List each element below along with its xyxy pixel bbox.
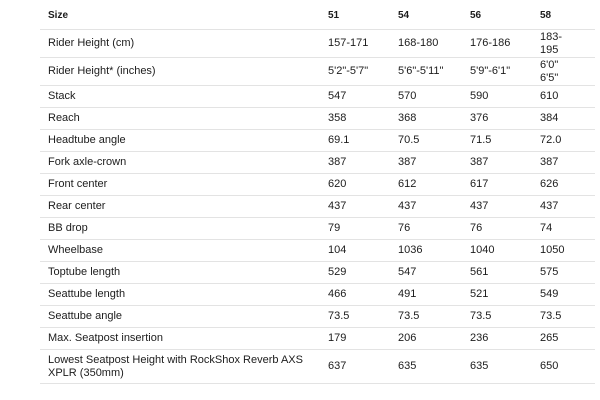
row-value-size-58: 74 bbox=[540, 222, 553, 234]
row-value-size-58: 1050 bbox=[540, 244, 565, 256]
row-value-size-54: 70.5 bbox=[398, 134, 420, 146]
row-label: Lowest Seatpost Height with RockShox Reverb AXS XPLR (350mm) bbox=[48, 353, 303, 379]
table-row bbox=[40, 306, 595, 328]
row-label: Fork axle-crown bbox=[48, 156, 127, 168]
row-value-size-58: 72.0 bbox=[540, 134, 562, 146]
column-header-size: Size bbox=[48, 10, 69, 21]
table-body bbox=[40, 30, 595, 384]
row-label: BB drop bbox=[48, 222, 88, 234]
row-value-size-51: 529 bbox=[328, 266, 347, 278]
table-row bbox=[40, 240, 595, 262]
table-row bbox=[40, 58, 595, 86]
row-label: Max. Seatpost insertion bbox=[48, 332, 163, 344]
row-value-size-51: 466 bbox=[328, 288, 347, 300]
row-value-size-58: 437 bbox=[540, 200, 559, 212]
row-value-size-51: 387 bbox=[328, 156, 347, 168]
row-value-size-51: 437 bbox=[328, 200, 347, 212]
row-value-size-54: 73.5 bbox=[398, 310, 420, 322]
table-row bbox=[40, 328, 595, 350]
row-value-size-54: 206 bbox=[398, 332, 417, 344]
row-value-size-54: 168-180 bbox=[398, 37, 439, 49]
row-label: Toptube length bbox=[48, 266, 121, 278]
table-row bbox=[40, 218, 595, 240]
table-header-row bbox=[40, 2, 595, 30]
row-value-size-54: 612 bbox=[398, 178, 417, 190]
row-value-size-51: 157-171 bbox=[328, 37, 369, 49]
row-label: Seattube length bbox=[48, 288, 126, 300]
row-value-size-51: 620 bbox=[328, 178, 347, 190]
row-value-size-54: 437 bbox=[398, 200, 417, 212]
column-header-51: 51 bbox=[328, 10, 340, 21]
row-value-size-56: 1040 bbox=[470, 244, 495, 256]
row-value-size-58: 265 bbox=[540, 332, 559, 344]
row-value-size-54: 76 bbox=[398, 222, 411, 234]
row-label: Stack bbox=[48, 90, 76, 102]
row-value-size-58: 73.5 bbox=[540, 310, 562, 322]
row-value-size-54: 387 bbox=[398, 156, 417, 168]
row-value-size-51: 358 bbox=[328, 112, 347, 124]
row-value-size-51: 104 bbox=[328, 244, 347, 256]
column-header-58: 58 bbox=[540, 10, 552, 21]
row-value-size-56: 73.5 bbox=[470, 310, 492, 322]
row-value-size-56: 387 bbox=[470, 156, 489, 168]
row-value-size-58: 384 bbox=[540, 112, 559, 124]
table-row bbox=[40, 86, 595, 108]
row-value-size-56: 76 bbox=[470, 222, 483, 234]
row-value-size-51: 5'2"-5'7" bbox=[328, 65, 369, 77]
row-value-size-56: 71.5 bbox=[470, 134, 492, 146]
row-value-size-56: 236 bbox=[470, 332, 489, 344]
row-value-size-56: 561 bbox=[470, 266, 489, 278]
row-label: Seattube angle bbox=[48, 310, 123, 322]
table-row bbox=[40, 196, 595, 218]
row-value-size-56: 376 bbox=[470, 112, 489, 124]
row-value-size-56: 437 bbox=[470, 200, 489, 212]
row-value-size-51: 79 bbox=[328, 222, 341, 234]
row-value-size-58: 183- 195 bbox=[540, 30, 563, 56]
row-value-size-56: 521 bbox=[470, 288, 489, 300]
row-value-size-54: 1036 bbox=[398, 244, 423, 256]
row-value-size-58: 575 bbox=[540, 266, 559, 278]
row-value-size-54: 5'6"-5'11" bbox=[398, 65, 444, 77]
row-value-size-58: 549 bbox=[540, 288, 559, 300]
row-value-size-51: 547 bbox=[328, 90, 347, 102]
row-label: Reach bbox=[48, 112, 80, 124]
row-value-size-56: 617 bbox=[470, 178, 489, 190]
row-value-size-51: 637 bbox=[328, 360, 347, 372]
row-value-size-54: 547 bbox=[398, 266, 417, 278]
row-label: Rider Height (cm) bbox=[48, 37, 135, 49]
row-value-size-58: 610 bbox=[540, 90, 559, 102]
column-header-54: 54 bbox=[398, 10, 410, 21]
row-value-size-58: 6'0" 6'5" bbox=[540, 58, 559, 84]
row-label: Wheelbase bbox=[48, 244, 104, 256]
table-row bbox=[40, 350, 595, 384]
row-value-size-58: 650 bbox=[540, 360, 559, 372]
row-value-size-56: 590 bbox=[470, 90, 489, 102]
row-value-size-54: 368 bbox=[398, 112, 417, 124]
row-label: Headtube angle bbox=[48, 134, 126, 146]
row-value-size-51: 179 bbox=[328, 332, 347, 344]
column-header-56: 56 bbox=[470, 10, 482, 21]
row-value-size-54: 491 bbox=[398, 288, 417, 300]
row-value-size-56: 635 bbox=[470, 360, 489, 372]
table-row bbox=[40, 262, 595, 284]
table-row bbox=[40, 284, 595, 306]
row-value-size-58: 626 bbox=[540, 178, 559, 190]
table-row bbox=[40, 152, 595, 174]
row-value-size-56: 176-186 bbox=[470, 37, 511, 49]
row-label: Rear center bbox=[48, 200, 106, 212]
geometry-table bbox=[40, 2, 595, 384]
table-row bbox=[40, 108, 595, 130]
row-label: Rider Height* (inches) bbox=[48, 65, 156, 77]
table-row bbox=[40, 130, 595, 152]
row-value-size-51: 73.5 bbox=[328, 310, 350, 322]
row-value-size-54: 635 bbox=[398, 360, 417, 372]
row-value-size-54: 570 bbox=[398, 90, 417, 102]
row-value-size-58: 387 bbox=[540, 156, 559, 168]
row-value-size-51: 69.1 bbox=[328, 134, 350, 146]
table-row bbox=[40, 30, 595, 58]
row-label: Front center bbox=[48, 178, 108, 190]
row-value-size-56: 5'9"-6'1" bbox=[470, 65, 511, 77]
table-row bbox=[40, 174, 595, 196]
